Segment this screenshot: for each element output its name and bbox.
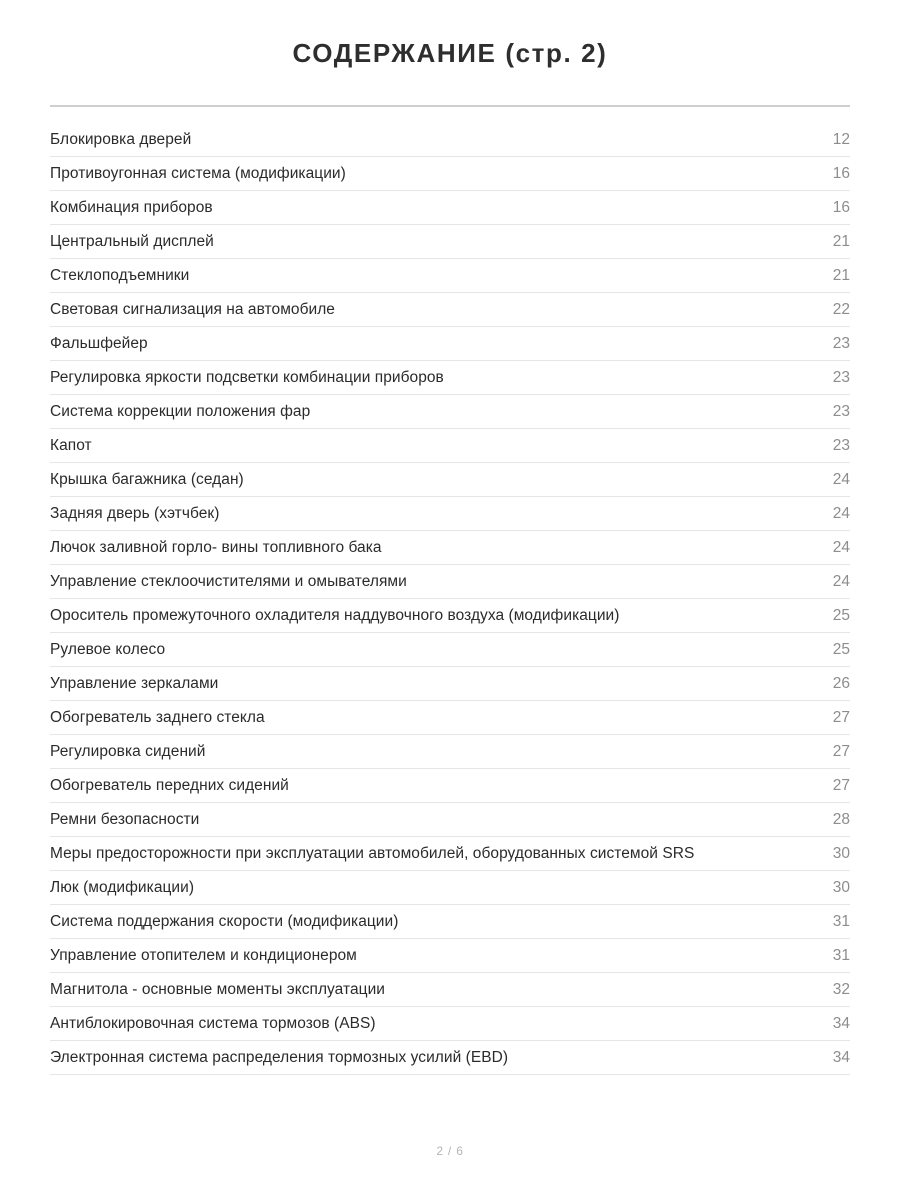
toc-entry[interactable] <box>50 837 850 871</box>
toc-entry-page-number: 23 <box>832 403 850 421</box>
toc-entry[interactable] <box>50 735 850 769</box>
toc-entry-page-number: 24 <box>832 539 850 557</box>
toc-entry-title: Управление зеркалами <box>50 675 219 693</box>
toc-entry-title: Система коррекции положения фар <box>50 403 311 421</box>
toc-entry-page-number: 23 <box>832 437 850 455</box>
toc-entry-page-number: 31 <box>832 947 850 965</box>
toc-entry-title: Комбинация приборов <box>50 199 213 217</box>
toc-entry-title: Обогреватель передних сидений <box>50 777 289 795</box>
toc-entry-title: Крышка багажника (седан) <box>50 471 244 489</box>
toc-entry[interactable] <box>50 463 850 497</box>
toc-entry[interactable] <box>50 395 850 429</box>
toc-entry[interactable] <box>50 327 850 361</box>
toc-entry-page-number: 22 <box>832 301 850 319</box>
toc-entry-page-number: 27 <box>832 743 850 761</box>
page-footer: 2 / 6 <box>436 1144 464 1158</box>
toc-entry-page-number: 23 <box>832 369 850 387</box>
toc-entry-page-number: 24 <box>832 471 850 489</box>
toc-entry[interactable] <box>50 531 850 565</box>
toc-entry-title: Ороситель промежуточного охладителя наддувочного воздуха (модификации) <box>50 607 620 625</box>
toc-entry[interactable] <box>50 191 850 225</box>
toc-entry-title: Фальшфейер <box>50 335 148 353</box>
toc-entry-page-number: 21 <box>832 233 850 251</box>
toc-entry[interactable] <box>50 497 850 531</box>
toc-entry-page-number: 30 <box>832 845 850 863</box>
toc-entry[interactable] <box>50 293 850 327</box>
toc-entry[interactable] <box>50 871 850 905</box>
toc-entry[interactable] <box>50 1007 850 1041</box>
toc-entry[interactable] <box>50 667 850 701</box>
toc-entry-title: Ремни безопасности <box>50 811 200 829</box>
toc-entry[interactable] <box>50 225 850 259</box>
toc-entry[interactable] <box>50 701 850 735</box>
toc-entry-page-number: 32 <box>832 981 850 999</box>
toc-entry-page-number: 34 <box>832 1015 850 1033</box>
toc-entry-page-number: 16 <box>832 165 850 183</box>
toc-entry[interactable] <box>50 803 850 837</box>
toc-entry-title: Антиблокировочная система тормозов (ABS) <box>50 1015 376 1033</box>
toc-entry-page-number: 27 <box>832 777 850 795</box>
toc-entry[interactable] <box>50 259 850 293</box>
toc-entry[interactable] <box>50 973 850 1007</box>
toc-entry[interactable] <box>50 939 850 973</box>
table-of-contents <box>50 123 850 1075</box>
toc-entry-page-number: 26 <box>832 675 850 693</box>
toc-entry-title: Система поддержания скорости (модификации) <box>50 913 399 931</box>
toc-entry-title: Капот <box>50 437 92 455</box>
toc-entry-title: Люк (модификации) <box>50 879 195 897</box>
toc-entry-page-number: 16 <box>832 199 850 217</box>
toc-entry-title: Центральный дисплей <box>50 233 214 251</box>
toc-entry[interactable] <box>50 565 850 599</box>
toc-entry-title: Регулировка яркости подсветки комбинации приборов <box>50 369 444 387</box>
toc-entry-page-number: 12 <box>832 131 850 149</box>
toc-entry-title: Лючок заливной горло- вины топливного бака <box>50 539 382 557</box>
toc-entry-title: Обогреватель заднего стекла <box>50 709 265 727</box>
toc-entry[interactable] <box>50 633 850 667</box>
toc-entry-title: Магнитола - основные моменты эксплуатации <box>50 981 385 999</box>
toc-entry[interactable] <box>50 769 850 803</box>
toc-entry-page-number: 30 <box>832 879 850 897</box>
toc-entry-title: Стеклоподъемники <box>50 267 190 285</box>
title-divider <box>50 105 850 107</box>
toc-entry-title: Электронная система распределения тормозных усилий (EBD) <box>50 1049 509 1067</box>
toc-entry-title: Блокировка дверей <box>50 131 192 149</box>
toc-entry-page-number: 24 <box>832 505 850 523</box>
toc-entry-title: Противоугонная система (модификации) <box>50 165 346 183</box>
toc-entry[interactable] <box>50 157 850 191</box>
toc-entry-page-number: 24 <box>832 573 850 591</box>
toc-entry-page-number: 25 <box>832 607 850 625</box>
toc-entry-page-number: 25 <box>832 641 850 659</box>
toc-entry[interactable] <box>50 123 850 157</box>
toc-entry-page-number: 21 <box>832 267 850 285</box>
toc-entry-title: Световая сигнализация на автомобиле <box>50 301 335 319</box>
toc-entry-page-number: 34 <box>832 1049 850 1067</box>
toc-entry-title: Меры предосторожности при эксплуатации автомобилей, оборудованных системой SRS <box>50 845 695 863</box>
toc-entry-title: Управление отопителем и кондиционером <box>50 947 357 965</box>
toc-entry[interactable] <box>50 599 850 633</box>
toc-entry-page-number: 31 <box>832 913 850 931</box>
toc-entry-page-number: 27 <box>832 709 850 727</box>
toc-entry-title: Задняя дверь (хэтчбек) <box>50 505 220 523</box>
toc-entry[interactable] <box>50 361 850 395</box>
toc-entry[interactable] <box>50 1041 850 1075</box>
toc-entry-title: Регулировка сидений <box>50 743 206 761</box>
toc-entry-title: Рулевое колесо <box>50 641 166 659</box>
toc-entry[interactable] <box>50 905 850 939</box>
toc-entry-page-number: 23 <box>832 335 850 353</box>
toc-entry[interactable] <box>50 429 850 463</box>
page-title: СОДЕРЖАНИЕ (стр. 2) <box>292 38 608 68</box>
toc-entry-title: Управление стеклоочистителями и омывателями <box>50 573 407 591</box>
toc-entry-page-number: 28 <box>832 811 850 829</box>
